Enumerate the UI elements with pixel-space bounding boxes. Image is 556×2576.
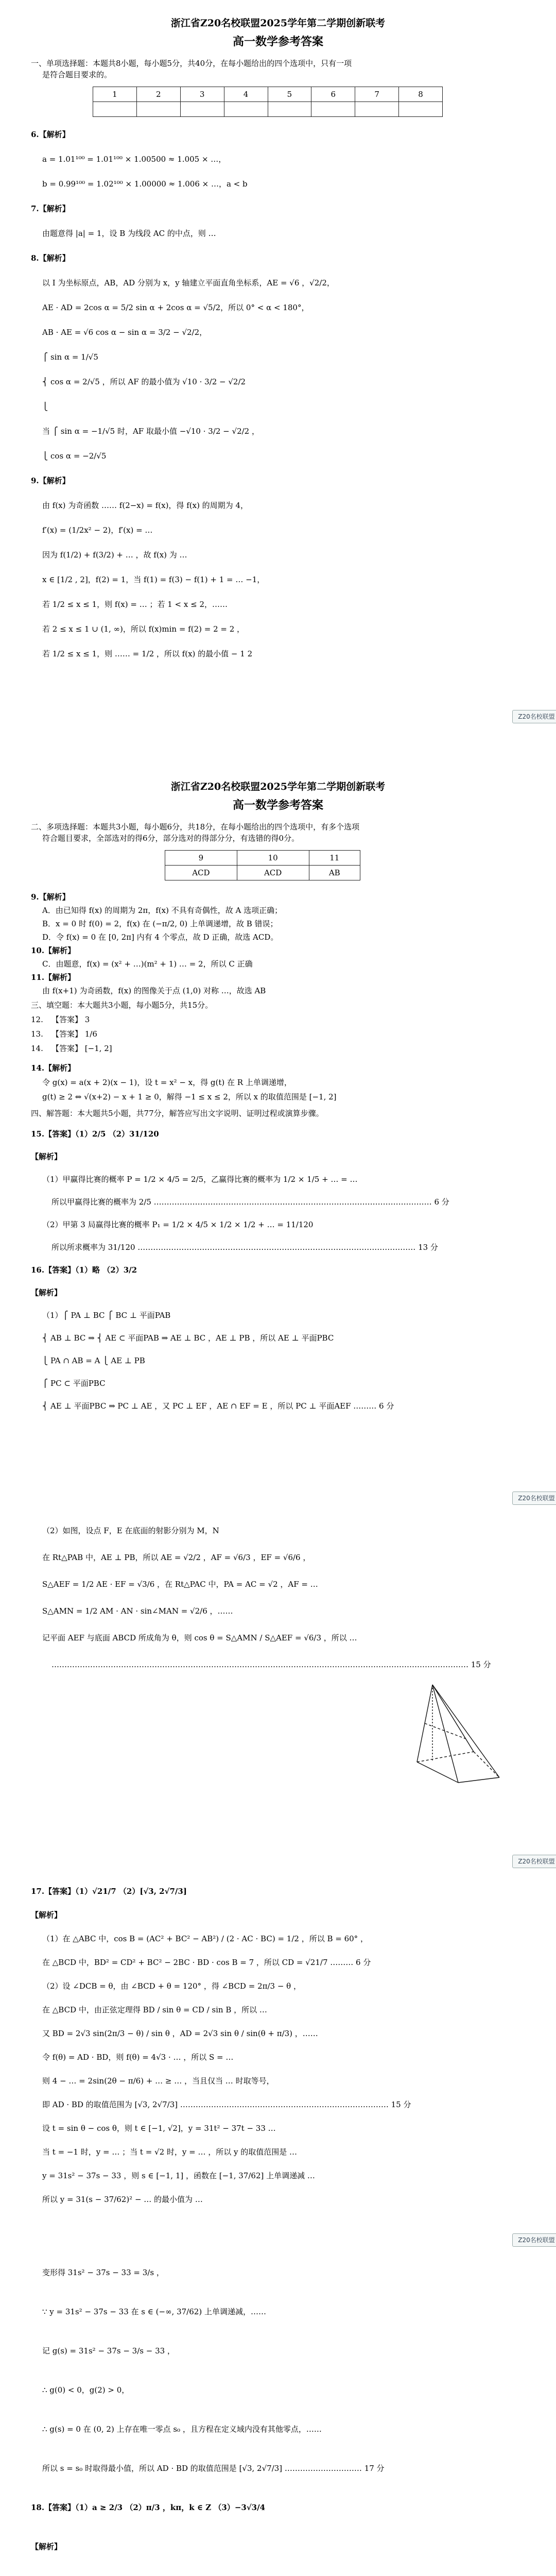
solution-line: 若 1/2 ≤ x ≤ 1，则 …… = 1/2 ，所以 f(x) 的最小值 − 1 2 bbox=[42, 649, 253, 658]
solution-line: 8.【解析】 bbox=[31, 253, 70, 263]
solution-line: ⎨ AE ⊥ 平面PBC ⇒ PC ⊥ AE ，又 PC ⊥ EF ，AE ∩ EF = E ，所以 PC ⊥ 平面AEF ……… 6 分 bbox=[42, 1401, 394, 1411]
solution-line: ……………………………………………………………………………………………………………………………………………… 15 分 bbox=[51, 1660, 491, 1669]
solution-line: C．由题意，f(x) = (x² + …)(m² + 1) … = 2，所以 C 正确 bbox=[42, 959, 253, 969]
solution-line: 14.【解析】 bbox=[31, 1063, 76, 1073]
solution-line: 由 f(x+1) 为奇函数，f(x) 的图像关于点 (1,0) 对称 …，故选 AB bbox=[42, 986, 266, 995]
fill-answer: 【答案】 [−1, 2] bbox=[51, 1044, 112, 1053]
solution-line: 11.【解析】 bbox=[31, 973, 76, 982]
part2-heading: 二、多项选择题：本题共3小题，每小题6分，共18分，在每小题给出的四个选项中，有多个选项 bbox=[31, 822, 360, 832]
solution-line: D．令 f(x) = 0 在 [0, 2π] 内有 4 个零点，故 D 正确，故选 ACD。 bbox=[42, 933, 279, 942]
solution-line: 16.【答案】（1）略 （2）3/2 bbox=[31, 1265, 137, 1275]
solution-line: 所以 y = 31(s − 37/62)² − … 的最小值为 … bbox=[42, 2195, 203, 2204]
part1-heading: 一、单项选择题：本题共8小题，每小题5分，共40分，在每小题给出的四个选项中，只有一项 bbox=[31, 59, 352, 68]
solution-line: （1）甲赢得比赛的概率 P = 1/2 × 4/5 = 2/5，乙赢得比赛的概率为 1/2 × 1/5 + … = … bbox=[42, 1175, 358, 1184]
solution-line: 由 f(x) 为奇函数 …… f(2−x) = f(x)，得 f(x) 的周期为 4， bbox=[42, 501, 248, 510]
solution-line: （1）在 △ABC 中，cos B = (AC² + BC² − AB²) / (2 · AC · BC) = 1/2 ，所以 B = 60° ， bbox=[42, 1934, 368, 1943]
fill-question-number: 13. bbox=[31, 1029, 43, 1039]
solution-line: ⎧ sin α = 1/√5 bbox=[42, 352, 98, 362]
solution-line: 又 BD = 2√3 sin(2π/3 − θ) / sin θ ，AD = 2√3 sin θ / sin(θ + π/3) ，…… bbox=[42, 2029, 318, 2038]
answer-cell: ACD bbox=[165, 866, 237, 880]
answer-cell bbox=[93, 102, 137, 117]
solution-line: a = 1.01¹⁰⁰ = 1.01¹⁰⁰ × 1.00500 ≈ 1.005 × …， bbox=[42, 155, 227, 164]
solution-line: （1）⎧ PA ⊥ BC ⎧ BC ⊥ 平面PAB bbox=[42, 1311, 171, 1320]
solution-line: 10.【解析】 bbox=[31, 946, 76, 955]
solution-line: （2）设 ∠DCB = θ，由 ∠BCD + θ = 120° ，得 ∠BCD = 2π/3 − θ ， bbox=[42, 1981, 301, 1991]
question-number-cell: 8 bbox=[399, 87, 443, 102]
solution-line: b = 0.99¹⁰⁰ = 1.02¹⁰⁰ × 1.00000 ≈ 1.006 × …，a < b bbox=[42, 179, 248, 189]
solution-line: 9.【解析】 bbox=[31, 476, 70, 485]
solution-line: AB · AE = √6 cos α − sin α = 3/2 − √2/2， bbox=[42, 328, 207, 337]
answer-cell bbox=[268, 102, 311, 117]
solution-line: g(t) ≥ 2 ⇔ √(x+2) − x + 1 ≥ 0，解得 −1 ≤ x ≤ 2，所以 x 的取值范围是 [−1, 2] bbox=[42, 1092, 337, 1101]
answer-cell: ACD bbox=[237, 866, 309, 880]
answer-table-single bbox=[93, 87, 443, 117]
part1-heading-cont: 是符合题目要求的。 bbox=[42, 70, 112, 79]
fill-question-number: 12. bbox=[31, 1015, 43, 1024]
solution-line: 【解析】 bbox=[31, 1152, 62, 1161]
solution-line: 因为 f(1/2) + f(3/2) + … ，故 f(x) 为 … bbox=[42, 550, 187, 560]
answer-table-multiple bbox=[165, 850, 360, 880]
solution-line: AE · AD = 2cos α = 5/2 sin α + 2cos α = √5/2，所以 0° < α < 180°， bbox=[42, 303, 309, 312]
solution-line: 设 t = sin θ − cos θ，则 t ∈ [−1, √2]，y = 31t² − 37t − 33 … bbox=[42, 2124, 276, 2133]
solution-line: A．由已知得 f(x) 的周期为 2π，f(x) 不具有奇偶性，故 A 选项正确； bbox=[42, 906, 283, 915]
page-title: 高一数学参考答案 bbox=[232, 35, 323, 48]
solution-line: 记 g(s) = 31s² − 37s − 3/s − 33 ， bbox=[42, 2346, 175, 2355]
solution-line: 7.【解析】 bbox=[31, 204, 70, 213]
solution-line: 令 g(x) = a(x + 2)(x − 1)，设 t = x² − x，得 g(t) 在 R 上单调递增， bbox=[42, 1078, 292, 1087]
solution-line: 即 AD · BD 的取值范围为 [√3, 2√7/3] ……………………………………………………………………… 15 分 bbox=[42, 2100, 411, 2109]
solution-line: ⎩ PA ∩ AB = A ⎩ AE ⊥ PB bbox=[42, 1356, 145, 1365]
solution-line: （2）甲第 3 局赢得比赛的概率 P₁ = 1/2 × 4/5 × 1/2 × 1/2 + … = 11/120 bbox=[42, 1220, 314, 1229]
solution-line: 17.【答案】（1）√21/7 （2）[√3, 2√7/3] bbox=[31, 1887, 187, 1896]
part4-heading: 四、解答题：本大题共5小题，共77分，解答应写出文字说明、证明过程或演算步骤。 bbox=[31, 1109, 324, 1118]
question-number-cell: 2 bbox=[136, 87, 180, 102]
question-number-cell: 7 bbox=[355, 87, 399, 102]
solution-line: ⎩ bbox=[42, 402, 48, 411]
solution-line: ⎨ cos α = 2/√5 ，所以 AF 的最小值为 √10 · 3/2 − √2/2 bbox=[42, 377, 246, 386]
solution-line: 15.【答案】（1）2/5 （2）31/120 bbox=[31, 1129, 159, 1139]
fill-answer: 【答案】 3 bbox=[51, 1015, 90, 1024]
question-number-cell: 6 bbox=[311, 87, 355, 102]
brand-logo: Z20名校联盟 bbox=[512, 710, 556, 723]
page-title-2: 高一数学参考答案 bbox=[232, 799, 323, 812]
solution-line: 【解析】 bbox=[31, 2542, 62, 2551]
solution-line: S△AEF = 1/2 AE · EF = √3/6 ，在 Rt△PAC 中，PA = AC = √2 ，AF = … bbox=[42, 1580, 318, 1589]
solution-line: f′(x) = (1/2x² − 2)，f′(x) = … bbox=[42, 526, 153, 535]
question-number-cell: 1 bbox=[93, 87, 137, 102]
solution-line: 所以甲赢得比赛的概率为 2/5 ……………………………………………………………………………………………… 6 分 bbox=[51, 1197, 449, 1207]
solution-line: 以 I 为坐标原点，AB，AD 分别为 x，y 轴建立平面直角坐标系，AE = √6 ，√2/2， bbox=[42, 278, 335, 287]
solution-line: ⎨ AB ⊥ BC ⇒ ⎨ AE ⊂ 平面PAB ⇒ AE ⊥ BC ，AE ⊥ PB ，所以 AE ⊥ 平面PBC bbox=[42, 1333, 334, 1343]
solution-line: 若 1/2 ≤ x ≤ 1，则 f(x) = … ；若 1 < x ≤ 2，…… bbox=[42, 600, 228, 609]
solution-line: ∵ y = 31s² − 37s − 33 在 s ∈ (−∞, 37/62) 上单调递减，…… bbox=[42, 2307, 266, 2316]
solution-line: 若 2 ≤ x ≤ 1 ∪ (1, ∞)，所以 f(x)min = f(2) = 2 = 2 ， bbox=[42, 624, 245, 634]
solution-line: 变形得 31s² − 37s − 33 = 3/s ， bbox=[42, 2268, 164, 2277]
solution-line: ⎩ cos α = −2/√5 bbox=[42, 451, 107, 461]
solution-line: 【解析】 bbox=[31, 1910, 62, 1920]
solution-line: 18.【答案】（1）a ≥ 2/3 （2）π/3 ，kπ，k ∈ Z （3）−3√3/4 bbox=[31, 2503, 266, 2512]
solution-line: ∴ g(0) < 0，g(2) > 0， bbox=[42, 2385, 130, 2395]
answer-cell bbox=[180, 102, 224, 117]
question-number-cell: 3 bbox=[180, 87, 224, 102]
part2-heading-cont: 符合题目要求，全部选对的得6分，部分选对的得部分分，有选错的得0分。 bbox=[42, 834, 300, 843]
solution-line: 由题意得 |a| = 1，设 B 为线段 AC 的中点，则 … bbox=[42, 229, 216, 238]
solution-line: 则 4 − … = 2sin(2θ − π/6) + … ≥ … ，当且仅当 … 时取等号， bbox=[42, 2076, 274, 2086]
solution-line: 当 t = −1 时，y = … ；当 t = √2 时，y = … ，所以 y 的取值范围是 … bbox=[42, 2147, 298, 2157]
solution-line: 所以 s = s₀ 时取得最小值，所以 AD · BD 的取值范围是 [√3, 2√7/3] ………………………… 17 分 bbox=[42, 2464, 385, 2473]
brand-logo-2: Z20名校联盟 bbox=[512, 1492, 556, 1505]
solution-line: 当 ⎧ sin α = −1/√5 时，AF 取最小值 −√10 · 3/2 − √2/2 ， bbox=[42, 427, 259, 436]
brand-logo-3: Z20名校联盟 bbox=[512, 1855, 556, 1868]
solution-line: S△AMN = 1/2 AM · AN · sin∠MAN = √2/6 ，…… bbox=[42, 1606, 233, 1616]
answer-cell bbox=[311, 102, 355, 117]
solution-line: （2）如图，设点 F，E 在底面的射影分别为 M，N bbox=[42, 1526, 219, 1535]
answer-cell: AB bbox=[309, 866, 360, 880]
answer-cell bbox=[399, 102, 443, 117]
answer-cell bbox=[355, 102, 399, 117]
question-number-cell: 5 bbox=[268, 87, 311, 102]
solution-line: 在 △BCD 中，BD² = CD² + BC² − 2BC · BD · cos B = 7 ，所以 CD = √21/7 ……… 6 分 bbox=[42, 1958, 371, 1967]
answer-cell bbox=[136, 102, 180, 117]
solution-line: 所以所求概率为 31/120 ……………………………………………………………………………………………… 13 分 bbox=[51, 1243, 438, 1252]
solution-line: 9.【解析】 bbox=[31, 892, 70, 902]
solution-line: ⎧ PC ⊂ 平面PBC bbox=[42, 1379, 106, 1388]
solution-line: 在 Rt△PAB 中，AE ⊥ PB，所以 AE = √2/2 ，AF = √6/3 ，EF = √6/6 ， bbox=[42, 1553, 311, 1562]
fill-answer: 【答案】 1/6 bbox=[51, 1029, 97, 1039]
question-number-cell: 9 bbox=[165, 851, 237, 866]
answer-cell bbox=[224, 102, 268, 117]
question-number-cell: 4 bbox=[224, 87, 268, 102]
solution-line: 在 △BCD 中，由正弦定理得 BD / sin θ = CD / sin B ，所以 … bbox=[42, 2005, 267, 2014]
exam-header-2: 浙江省Z20名校联盟2025学年第二学期创新联考 bbox=[170, 781, 386, 792]
solution-line: 6.【解析】 bbox=[31, 130, 70, 139]
solution-line: 记平面 AEF 与底面 ABCD 所成角为 θ，则 cos θ = S△AMN / S△AEF = √6/3 ，所以 … bbox=[42, 1633, 357, 1642]
pyramid-figure bbox=[402, 1674, 520, 1793]
exam-header: 浙江省Z20名校联盟2025学年第二学期创新联考 bbox=[170, 18, 386, 29]
fill-question-number: 14. bbox=[31, 1044, 43, 1053]
solution-line: y = 31s² − 37s − 33 ，则 s ∈ [−1, 1] ，函数在 [−1, 37/62] 上单调递减 … bbox=[42, 2171, 315, 2180]
brand-logo-4: Z20名校联盟 bbox=[512, 2233, 556, 2247]
question-number-cell: 11 bbox=[309, 851, 360, 866]
solution-line: 令 f(θ) = AD · BD，则 f(θ) = 4√3 · … ，所以 S = … bbox=[42, 2053, 234, 2062]
question-number-cell: 10 bbox=[237, 851, 309, 866]
solution-line: ∴ g(s) = 0 在 (0, 2) 上存在唯一零点 s₀ ，且方程在定义域内没有其他零点，…… bbox=[42, 2425, 322, 2434]
solution-line: x ∈ [1/2 , 2]，f(2) = 1，当 f(1) = f(3) − f(1) + 1 = … −1， bbox=[42, 575, 265, 584]
solution-line: B．x = 0 时 f(0) = 2，f(x) 在 (−π/2, 0) 上单调递增，故 B 错误； bbox=[42, 919, 278, 928]
part3-heading: 三、填空题：本大题共3小题，每小题5分，共15分。 bbox=[31, 1001, 213, 1010]
solution-line: 【解析】 bbox=[31, 1288, 62, 1297]
